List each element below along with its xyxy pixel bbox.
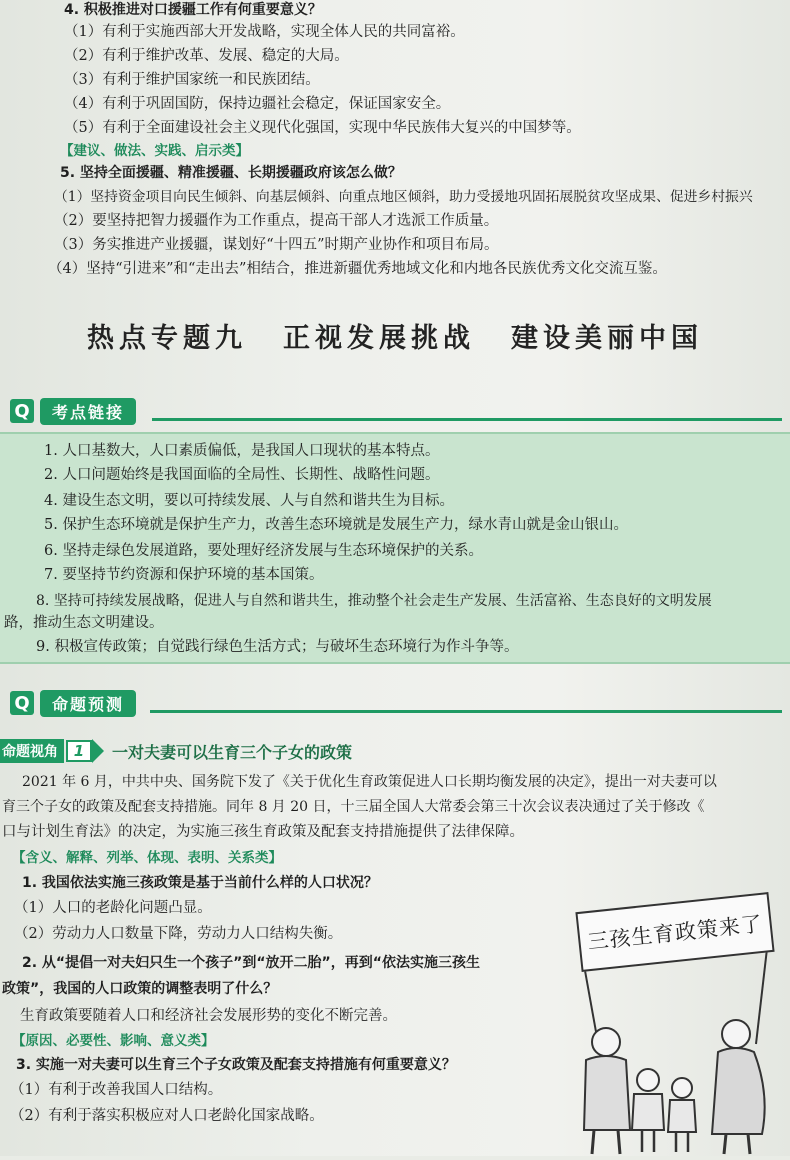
link-point: 2. 人口问题始终是我国面临的全局性、长期性、战略性问题。 — [44, 467, 440, 483]
question-4: 4. 积极推进对口援疆工作有何重要意义？ — [64, 2, 322, 18]
arrow-icon — [92, 739, 104, 763]
link-point: 4. 建设生态文明，要以可持续发展、人与自然和谐共生为目标。 — [44, 493, 454, 509]
prediction-answer-1-2: （2）劳动力人口数量下降，劳动力人口结构失衡。 — [14, 926, 343, 942]
prediction-answer-3-2: （2）有利于落实积极应对人口老龄化国家战略。 — [10, 1108, 324, 1124]
category-tag-advice: 【建议、做法、实践、启示类】 — [60, 143, 249, 159]
prediction-question-3: 3. 实施一对夫妻可以生育三个子女政策及配套支持措施有何重要意义？ — [16, 1057, 456, 1073]
section-label-predictions: 命题预测 — [40, 690, 136, 717]
answer-5-2: （2）要坚持把智力援疆作为工作重点，提高干部人才选派工作质量。 — [54, 213, 499, 229]
link-point: 1. 人口基数大，人口素质偏低，是我国人口现状的基本特点。 — [44, 443, 440, 459]
q-section-icon: Q — [10, 399, 34, 423]
topic-title — [0, 316, 790, 355]
category-tag-meaning: 【含义、解释、列举、体现、表明、关系类】 — [12, 850, 282, 866]
prediction-question-2-continued: 政策”，我国的人口政策的调整表明了什么？ — [2, 981, 278, 997]
policy-banner: 三孩生育政策来了 — [575, 892, 774, 972]
topic-title-part1: 热点专题九 — [87, 323, 247, 354]
section-rule — [150, 710, 782, 713]
angle-title: 一对夫妻可以生育三个子女的政策 — [112, 742, 353, 762]
prediction-answer-2: 生育政策要随着人口和经济社会发展形势的变化不断完善。 — [20, 1008, 397, 1024]
answer-5-3: （3）务实推进产业援疆，谋划好“十四五”时期产业协作和项目布局。 — [54, 237, 499, 253]
paragraph-line: 育三个子女的政策及配套支持措施。同年 8 月 20 日，十三届全国人大常委会第三十次会议表决通过了关于修改《 — [2, 799, 705, 815]
category-tag-reasons: 【原因、必要性、影响、意义类】 — [12, 1033, 215, 1049]
answer-4-5: （5）有利于全面建设社会主义现代化强国，实现中华民族伟大复兴的中国梦等。 — [64, 120, 581, 136]
link-point: 8. 坚持可持续发展战略，促进人与自然和谐共生，推动整个社会走生产发展、生活富裕、生态良好的文明发展 — [36, 593, 712, 609]
prediction-question-2: 2. 从“提倡一对夫妇只生一个孩子”到“放开二胎”，再到“依法实施三孩生 — [22, 955, 480, 971]
proposition-angle — [0, 739, 352, 763]
prediction-question-1: 1. 我国依法实施三孩政策是基于当前什么样的人口状况？ — [22, 875, 378, 891]
answer-4-4: （4）有利于巩固国防，保持边疆社会稳定，保证国家安全。 — [64, 96, 451, 112]
link-point: 5. 保护生态环境就是保护生产力，改善生态环境就是发展生产力，绿水青山就是金山银山。 — [44, 517, 628, 533]
answer-4-1: （1）有利于实施西部大开发战略，实现全体人民的共同富裕。 — [64, 24, 465, 40]
answer-4-3: （3）有利于维护国家统一和民族团结。 — [64, 72, 320, 88]
link-point: 7. 要坚持节约资源和保护环境的基本国策。 — [44, 567, 324, 583]
answer-5-4: （4）坚持“引进来”和“走出去”相结合，推进新疆优秀地域文化和内地各民族优秀文化交流互鉴。 — [48, 261, 667, 277]
link-point-continued: 路，推动生态文明建设。 — [4, 615, 164, 631]
prediction-answer-1-1: （1）人口的老龄化问题凸显。 — [14, 900, 212, 916]
angle-label: 命题视角 — [0, 739, 64, 763]
section-header-links — [10, 396, 136, 426]
topic-title-part3: 建设美丽中国 — [511, 323, 703, 354]
answer-4-2: （2）有利于维护改革、发展、稳定的大局。 — [64, 48, 349, 64]
topic-title-part2: 正视发展挑战 — [283, 323, 475, 354]
prediction-answer-3-1: （1）有利于改善我国人口结构。 — [10, 1082, 223, 1098]
paragraph-line: 口与计划生育法》的决定，为实施三孩生育政策及配套支持措施提供了法律保障。 — [2, 824, 524, 840]
link-point: 9. 积极宣传政策；自觉践行绿色生活方式；与破坏生态环境行为作斗争等。 — [36, 639, 519, 655]
section-label-links: 考点链接 — [40, 398, 136, 425]
angle-number: 1 — [66, 740, 92, 762]
answer-5-1: （1）坚持资金项目向民生倾斜、向基层倾斜、向重点地区倾斜，助力受援地巩固拓展脱贫攻坚成果、促进乡村振兴 — [54, 189, 753, 205]
section-header-predictions — [10, 688, 136, 718]
q-section-icon: Q — [10, 691, 34, 715]
question-5: 5. 坚持全面援疆、精准援疆、长期援疆政府该怎么做？ — [60, 165, 402, 181]
link-point: 6. 坚持走绿色发展道路，要处理好经济发展与生态环境保护的关系。 — [44, 543, 483, 559]
section-rule — [152, 418, 782, 421]
paragraph-line: 2021 年 6 月，中共中央、国务院下发了《关于优化生育政策促进人口长期均衡发展的决定》，提出一对夫妻可以 — [22, 774, 717, 790]
three-child-policy-illustration — [556, 884, 790, 1156]
